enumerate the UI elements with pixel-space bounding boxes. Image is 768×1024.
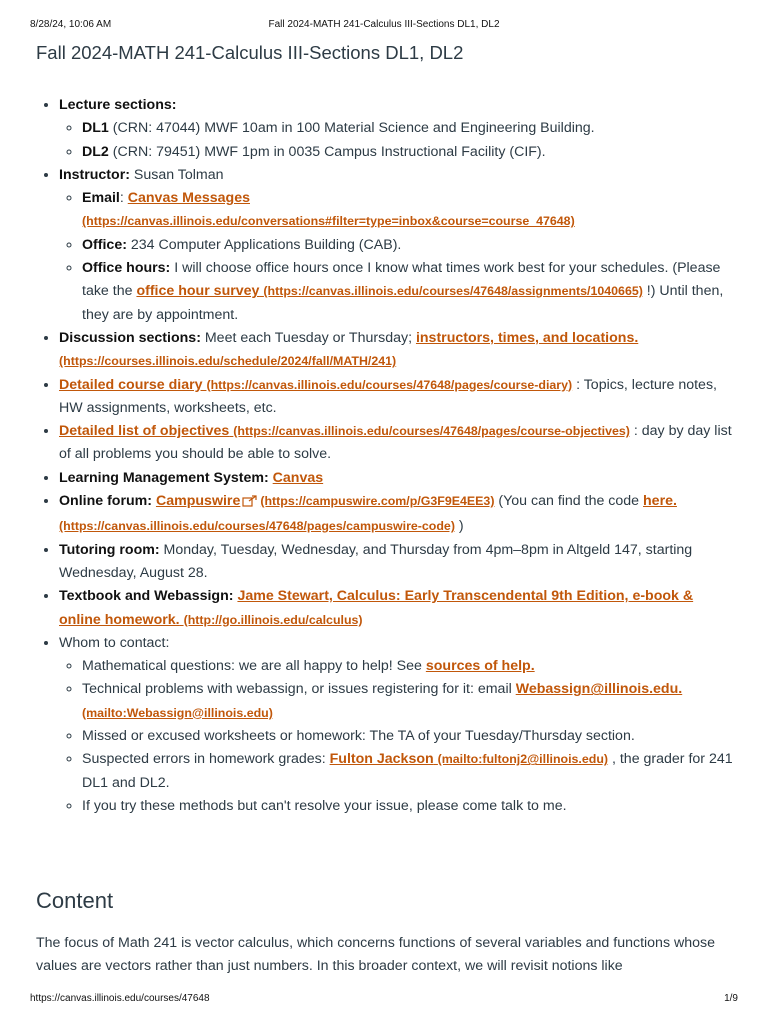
- grade-errors-text: Suspected errors in homework grades:: [82, 751, 330, 768]
- content-heading: Content: [36, 888, 114, 913]
- last-resort-text: If you try these methods but can't resolve your issue, please come talk to me.: [82, 797, 567, 814]
- list-item-lms: [59, 467, 736, 490]
- list-item-office-hours: [82, 257, 736, 327]
- office-hours-label: Office hours:: [82, 260, 171, 277]
- course-diary-text: Detailed course diary: [59, 376, 203, 393]
- lecture-sublist: [59, 117, 736, 164]
- office-hour-survey-url: (https://canvas.illinois.edu/courses/47648/assignments/1040665): [263, 284, 643, 299]
- discussion-text: Meet each Tuesday or Thursday;: [200, 329, 416, 346]
- list-item-dl1: [82, 117, 736, 140]
- list-item-objectives: [59, 420, 736, 467]
- canvas-link[interactable]: Canvas: [272, 469, 324, 486]
- campuswire-code-url: (https://canvas.illinois.edu/courses/47648/pages/campuswire-code): [59, 519, 455, 534]
- dl2-text: (CRN: 79451) MWF 1pm in 0035 Campus Instructional Facility (CIF).: [108, 143, 546, 160]
- print-footer-url: https://canvas.illinois.edu/courses/47648: [30, 993, 210, 1004]
- canvas-messages-link[interactable]: [82, 190, 575, 229]
- list-item-missed: [82, 725, 736, 748]
- canvas-messages-url: (https://canvas.illinois.edu/conversations#filter=type=inbox&course=course_47648): [82, 214, 575, 229]
- list-item-dl2: [82, 141, 736, 164]
- list-item-lecture: [59, 94, 736, 164]
- math-questions-text: Mathematical questions: we are all happy to help! See: [82, 658, 426, 675]
- list-item-instructor: [59, 164, 736, 327]
- objectives-text: Detailed list of objectives: [59, 423, 230, 440]
- forum-tail: ): [454, 518, 464, 535]
- email-label: Email: [82, 190, 120, 207]
- page-title: Fall 2024-MATH 241-Calculus III-Sections DL1, DL2: [36, 42, 464, 63]
- objectives-url: (https://canvas.illinois.edu/courses/47648/pages/course-objectives): [233, 424, 630, 439]
- instructor-sublist: [59, 187, 736, 327]
- textbook-url: (http://go.illinois.edu/calculus): [183, 612, 363, 627]
- print-datetime: 8/28/24, 10:06 AM: [30, 19, 112, 30]
- forum-label: Online forum:: [59, 493, 153, 510]
- content-paragraph: The focus of Math 241 is vector calculus, which concerns functions of several variables and functions whose values are vectors rather than just numbers. In this broader context, we will revisit notions like: [36, 935, 715, 975]
- technical-text: Technical problems with webassign, or issues registering for it: email: [82, 681, 516, 698]
- grader-email-url: (mailto:fultonj2@illinois.edu): [437, 752, 609, 767]
- course-diary-link[interactable]: [59, 377, 572, 393]
- list-item-last-resort: [82, 795, 736, 818]
- list-item-textbook: [59, 585, 736, 632]
- grader-name: Fulton Jackson: [329, 751, 434, 768]
- webassign-email-text: Webassign@illinois.edu.: [515, 681, 683, 698]
- discussion-url: (https://courses.illinois.edu/schedule/2024/fall/MATH/241): [59, 354, 397, 369]
- syllabus-content: [36, 94, 736, 818]
- course-diary-desc: : Topics, lecture notes, HW assignments, worksheets, etc.: [59, 376, 717, 416]
- list-item-tutoring: [59, 539, 736, 586]
- list-item-grade-errors: [82, 748, 736, 795]
- list-item-email: [82, 187, 736, 234]
- office-text: 234 Computer Applications Building (CAB).: [126, 236, 402, 253]
- textbook-link-text: Jame Stewart, Calculus: Early Transcendental 9th Edition, e-book & online homework.: [59, 588, 694, 628]
- campuswire-link-text: Campuswire: [155, 493, 241, 510]
- tutoring-text: Monday, Tuesday, Wednesday, and Thursday from 4pm–8pm in Altgeld 147, starting Wednesday, August 28.: [59, 541, 693, 581]
- campuswire-url: (https://campuswire.com/p/G3F9E4EE3): [260, 494, 495, 509]
- course-diary-url: (https://canvas.illinois.edu/courses/47648/pages/course-diary): [206, 377, 573, 392]
- forum-text: (You can find the code: [494, 493, 644, 510]
- list-item-technical: [82, 678, 736, 725]
- dl1-text: (CRN: 47044) MWF 10am in 100 Material Science and Engineering Building.: [108, 120, 595, 137]
- objectives-desc: : day by day list of all problems you should be able to solve.: [59, 423, 732, 463]
- external-link-icon: [242, 492, 258, 515]
- list-item-math-questions: [82, 655, 736, 678]
- discussion-link-text: instructors, times, and locations.: [415, 329, 639, 346]
- lms-label: Learning Management System:: [59, 469, 269, 486]
- list-item-forum: [59, 490, 736, 539]
- instructor-label: Instructor:: [59, 166, 130, 183]
- list-item-discussion: [59, 327, 736, 374]
- contact-sublist: [59, 655, 736, 818]
- grader-email-link[interactable]: [330, 751, 608, 767]
- canvas-messages-link-text: Canvas Messages: [127, 190, 250, 207]
- office-hour-survey-link[interactable]: [136, 283, 642, 299]
- office-hours-text: I will choose office hours once I know what times work best for your schedules. (Please take the: [82, 260, 721, 300]
- missed-text: Missed or excused worksheets or homework: The TA of your Tuesday/Thursday section.: [82, 728, 635, 745]
- sources-of-help-link[interactable]: sources of help.: [425, 658, 535, 675]
- dl1-code: DL1: [82, 120, 109, 137]
- objectives-link[interactable]: [59, 423, 630, 439]
- list-item-office: [82, 234, 736, 257]
- list-item-diary: [59, 374, 736, 421]
- list-item-contact: [59, 632, 736, 818]
- lecture-label: Lecture sections:: [59, 97, 177, 113]
- campuswire-code-text: here.: [643, 493, 677, 510]
- print-page-number: 1/9: [724, 993, 738, 1004]
- office-hour-survey-text: office hour survey: [136, 283, 260, 300]
- webassign-email-url: (mailto:Webassign@illinois.edu): [82, 705, 273, 720]
- office-label: Office:: [82, 236, 127, 253]
- discussion-label: Discussion sections:: [59, 329, 201, 346]
- campuswire-link[interactable]: [156, 493, 494, 509]
- office-hours-tail: !) Until then, they are by appointment.: [82, 283, 724, 323]
- print-header-title: Fall 2024-MATH 241-Calculus III-Sections DL1, DL2: [268, 19, 500, 30]
- info-list: [36, 94, 736, 818]
- dl2-code: DL2: [82, 143, 109, 160]
- tutoring-label: Tutoring room:: [59, 541, 160, 558]
- email-sep: :: [119, 190, 128, 207]
- grade-errors-tail: , the grader for 241 DL1 and DL2.: [82, 751, 733, 791]
- textbook-label: Textbook and Webassign:: [59, 588, 234, 605]
- contact-label: Whom to contact:: [59, 634, 170, 651]
- instructor-name: Susan Tolman: [129, 166, 224, 183]
